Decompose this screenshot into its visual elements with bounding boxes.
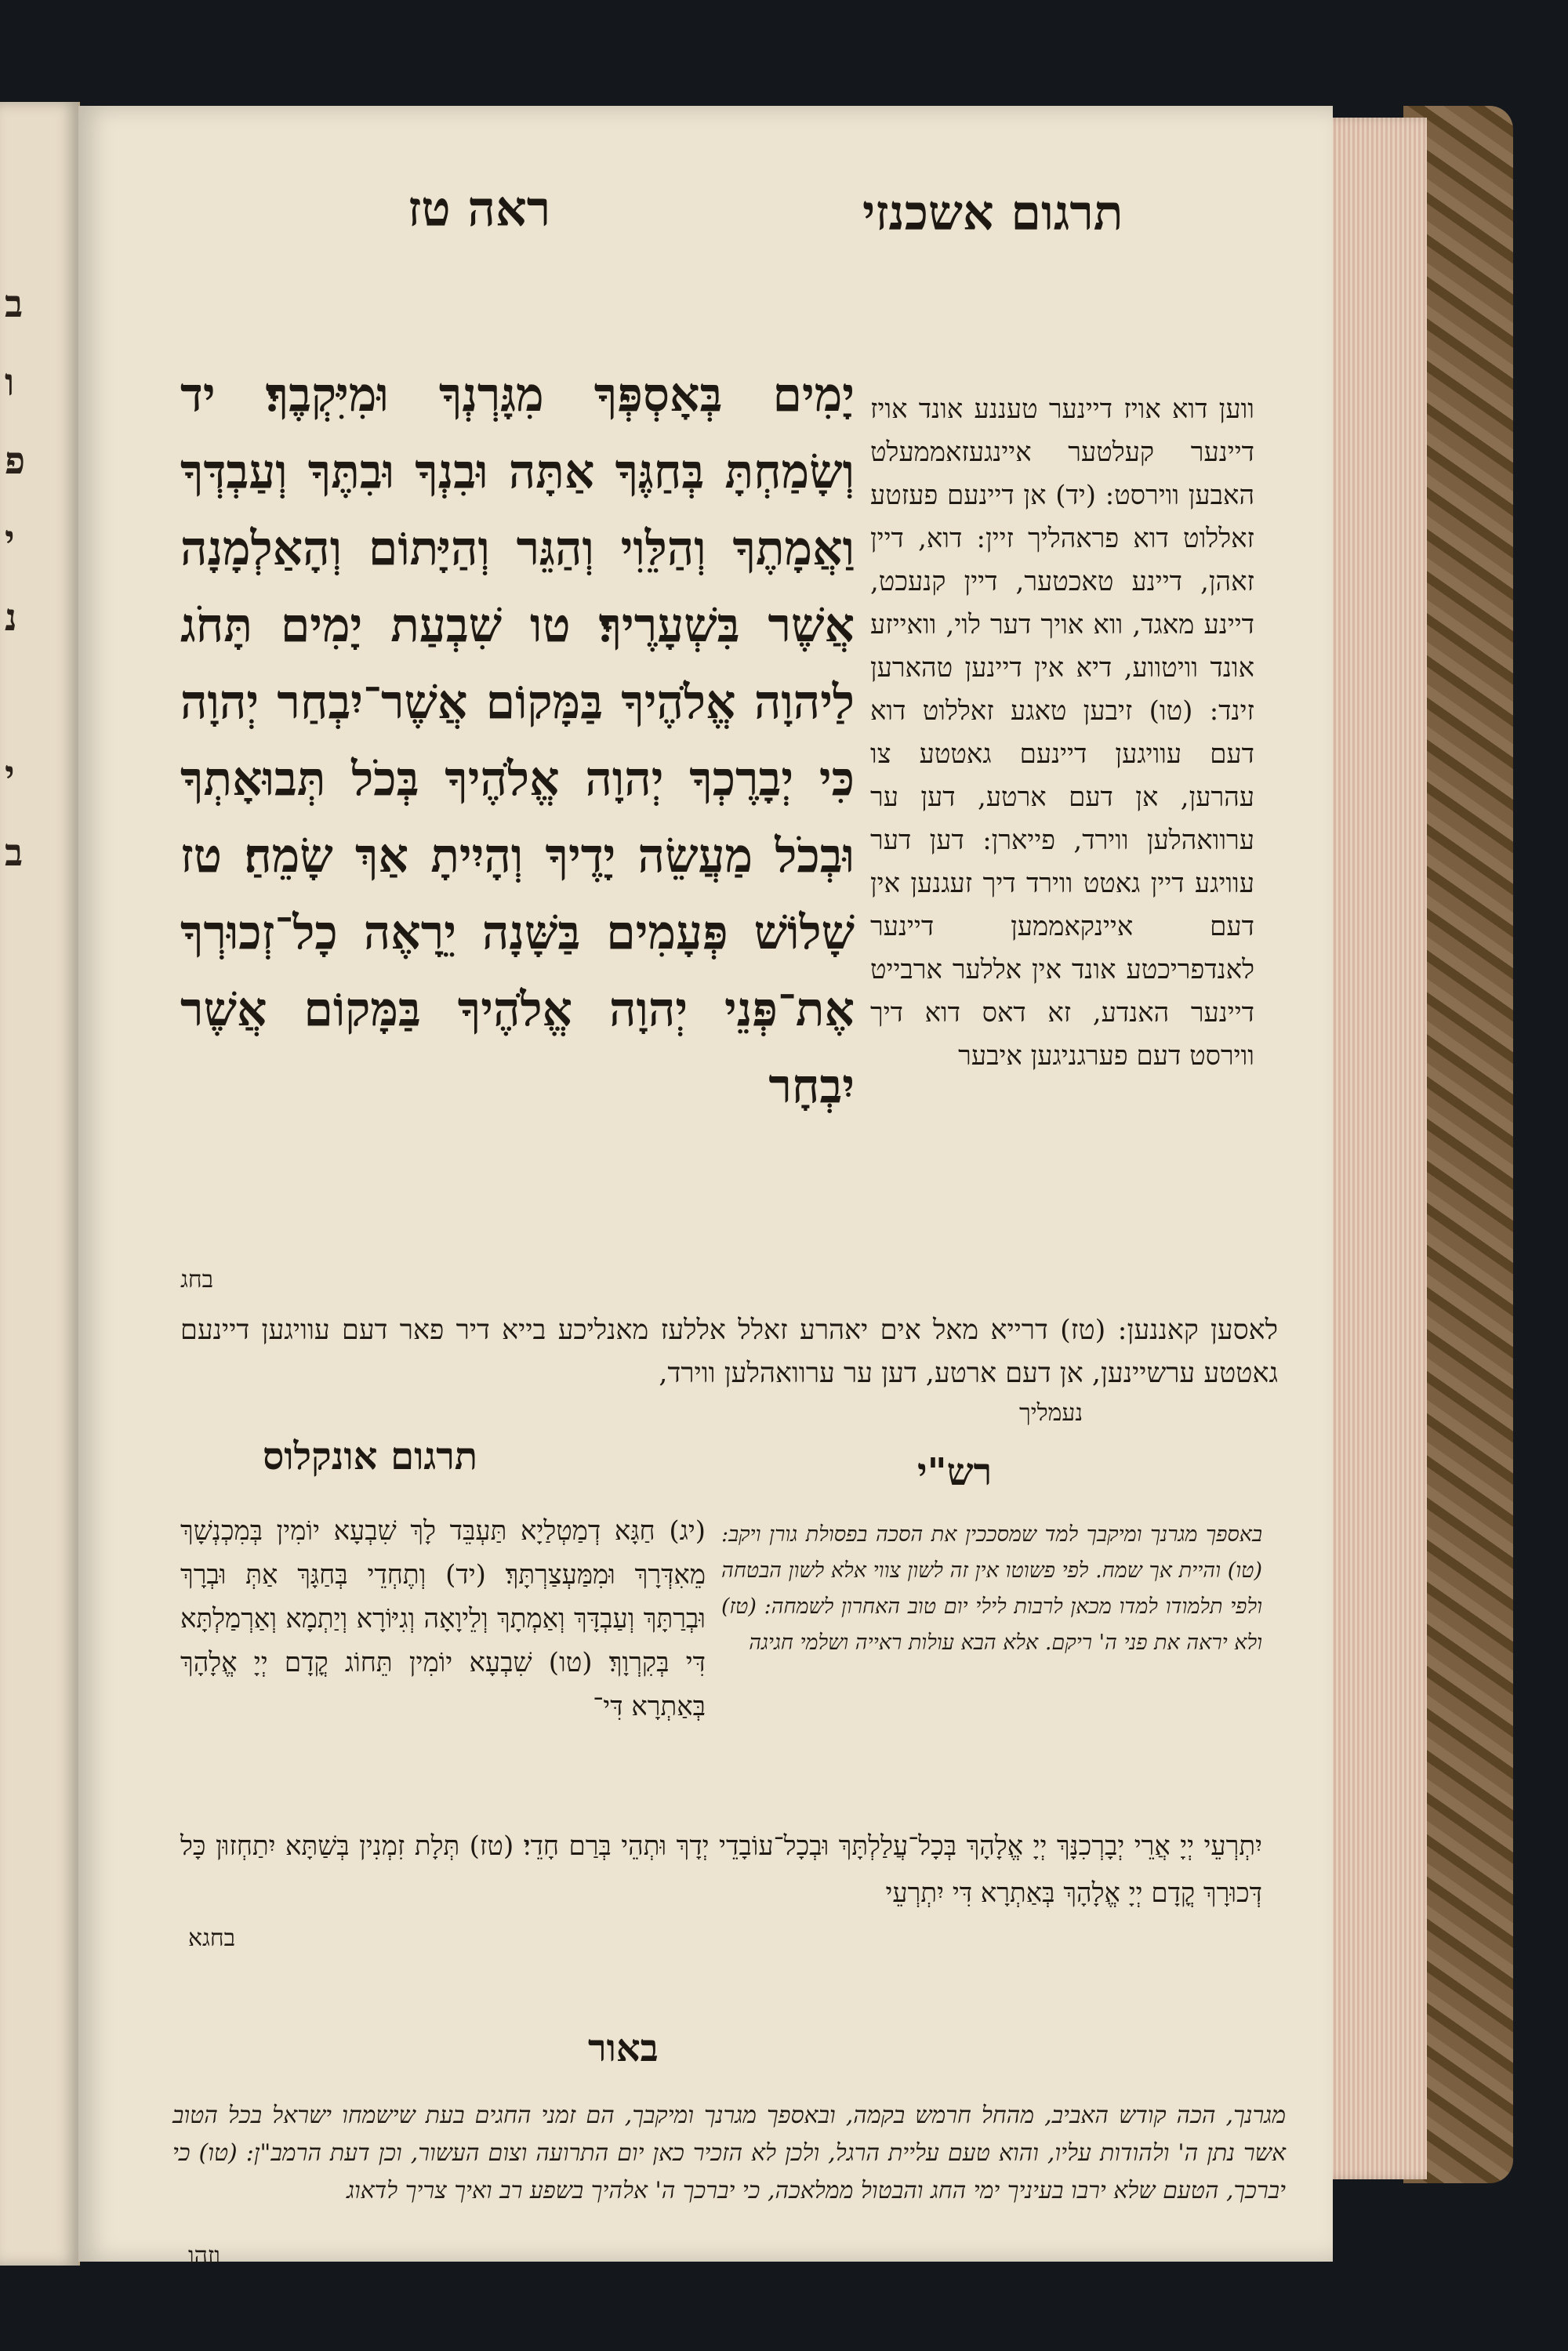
left-page-fragment: ב — [5, 831, 24, 875]
biur-title: באור — [588, 2026, 659, 2070]
biur-commentary: מגרנך, הכה קודש האביב, מהחל חרמש בקמה, ובאספך מגרנך ומיקבך, הם זמני החגים בעת שישמחו ישראל בכל הטוב אשר נתן ה' ולהודות עליו, והוא טעם עליית הרגל, ולכן לא הזכיר כאן יום התרועה וצום העשור, וכן דעת הרמב"ן: (טו) כי יברכך, הטעם שלא ירבו בעיניך ימי החג והבטול ממלאכה, כי יברכך ה' אלהיך בשפע רב ואיך צריך לדאוג — [172, 2102, 1286, 2204]
yiddish-translation-continuation: לאסען קאננען: (טז) דרייא מאל אים יאהרע זאלל אללעז מאנליכע בייא דיר פאר דעם עוויגען דיינעם גאטטע ערשיינען, אן דעם ארטע, דען ער ערוואהלען ווירד, — [180, 1315, 1278, 1389]
yiddish-catchword: נעמליך — [1019, 1399, 1083, 1427]
running-head-left: ראה טז — [408, 180, 551, 238]
left-page-fragment: י — [5, 517, 15, 561]
rashi-commentary: באספך מגרנך ומיקבך למד שמסככין את הסכה בפסולת גורן ויקב: (טו) והיית אך שמח. לפי פשוטו אין זה לשון צווי אלא לשון הבטחה ולפי תלמודו למדו מכאן לרבות לילי יום טוב האחרון לשמחה: (טז) ולא יראה את פני ה' ריקם. אלא הבא עולות ראייה ושלמי חגיגה — [721, 1522, 1262, 1655]
main-catchword: בחג — [180, 1266, 214, 1293]
biur-catchword: וזהו — [188, 2242, 220, 2269]
onkelos-text: (יג) חַגָּא דְמַטְלַיָא תַּעְבֵּד לָךְ שִׁבְעָא יוֹמִין בְּמִכְנְשָׁךְ מֵאִדְּרָךְ וּמִמַּעְצַרְתָּךְ׃ (יד) וְתֶחְדֵי בְּחַגָּךְ אַתְּ וּבְרָךְ וּבְרַתָּךְ וְעַבְדָּךְ וְאַמְתָךְ וְלֵיוָאָה וְגִיּוֹרָא וְיַתְמָא וְאַרְמַלְתָּא דִּי בְּקִרְוָךְ׃ (טו) שִׁבְעָא יוֹמִין תֵּחוֹג קֳדָם יְיָ אֱלָהָךְ בְּאַתְרָא דִּי־ — [180, 1515, 706, 1722]
left-page-fragment: י — [5, 753, 15, 796]
onkelos-continuation: יִתְרְעֵי יְיָ אֲרֵי יְבָרְכִנָּךְ יְיָ אֱלָהָךְ בְּכָל־עֲלַלְתָּךְ וּבְכָל־עוֹבָדֵי יְדָךְ וּתְהֵי בְּרַם חָדֵי׃ (טז) תְּלָת זִמְנִין בְּשַׁתָּא יִתַחְזוּן כָּל דְּכוּרָךְ קֳדָם יְיָ אֱלָהָךְ בְּאַתְרָא דִּי יִתְרְעֵי — [180, 1830, 1262, 1909]
left-page-fragment: ו — [5, 361, 15, 405]
left-page-fragment: נ — [5, 596, 17, 640]
rashi-title: רש"י — [917, 1450, 993, 1494]
onkelos-catchword: בחגא — [188, 1925, 236, 1952]
running-head-right: תרגום אשכנזי — [862, 184, 1123, 241]
left-page-fragment: פ — [5, 439, 26, 483]
left-page-edge — [0, 102, 80, 2266]
left-page-fragment: ב — [5, 282, 24, 326]
main-hebrew-text: יָמִים בְּאָסְפְּךָ מִגָּרְנְךָ וּמִיִּקְבֶךָ׃ יד וְשָׂמַחְתָּ בְּחַגֶּךָ אַתָּה וּבִנְךָ וּבִתֶּךָ וְעַבְדְּךָ וַאֲמָתֶךָ וְהַלֵּוִי וְהַגֵּר וְהַיָּתוֹם וְהָאַלְמָנָה אֲשֶׁר בִּשְׁעָרֶיךָ׃ טו שִׁבְעַת יָמִים תָּחֹג לַיהוָה אֱלֹהֶיךָ בַּמָּקוֹם אֲשֶׁר־יִבְחַר יְהוָה כִּי יְבָרֶכְךָ יְהוָה אֱלֹהֶיךָ בְּכֹל תְּבוּאָתְךָ וּבְכֹל מַעֲשֵׂה יָדֶיךָ וְהָיִיתָ אַךְ שָׂמֵחַ׃ טז שָׁלוֹשׁ פְּעָמִים בַּשָּׁנָה יֵרָאֶה כָל־זְכוּרְךָ אֶת־פְּנֵי יְהוָה אֱלֹהֶיךָ בַּמָּקוֹם אֲשֶׁר יִבְחָר — [180, 368, 855, 1114]
onkelos-title: תרגום אונקלוס — [263, 1435, 478, 1478]
page-block-edge — [1317, 118, 1427, 2179]
yiddish-translation-column: ווען דוא אויז דיינער טעננע אונד אויז דיינער קעלטער איינגעזאממעלט האבען ווירסט: (יד) אן דיינעם פעזטע זאללוט דוא פראהליך זיין: דוא, דיין זאהן, דיינע טאכטער, דיין קנעכט, דיינע מאגד, ווא אויך דער לוי, וואייזע אונד וויטווע, דיא אין דיינען טהארען זינד: (טו) זיבען טאגע זאללוט דוא דעם עוויגען דיינעם גאטטע צו עהרען, אן דעם ארטע, דען ער ערוואהלען ווירד, פייארן: דען דער עוויגע דיין גאטט ווירד דיך זעגנען אין דעם איינקאממען דיינער לאנדפריכטע אונד אין אללער ארבייט דיינער האנדע, זא דאס דוא דיך ווירסט דעם פערגניגען איבער — [870, 394, 1254, 1072]
book-page — [78, 106, 1333, 2269]
